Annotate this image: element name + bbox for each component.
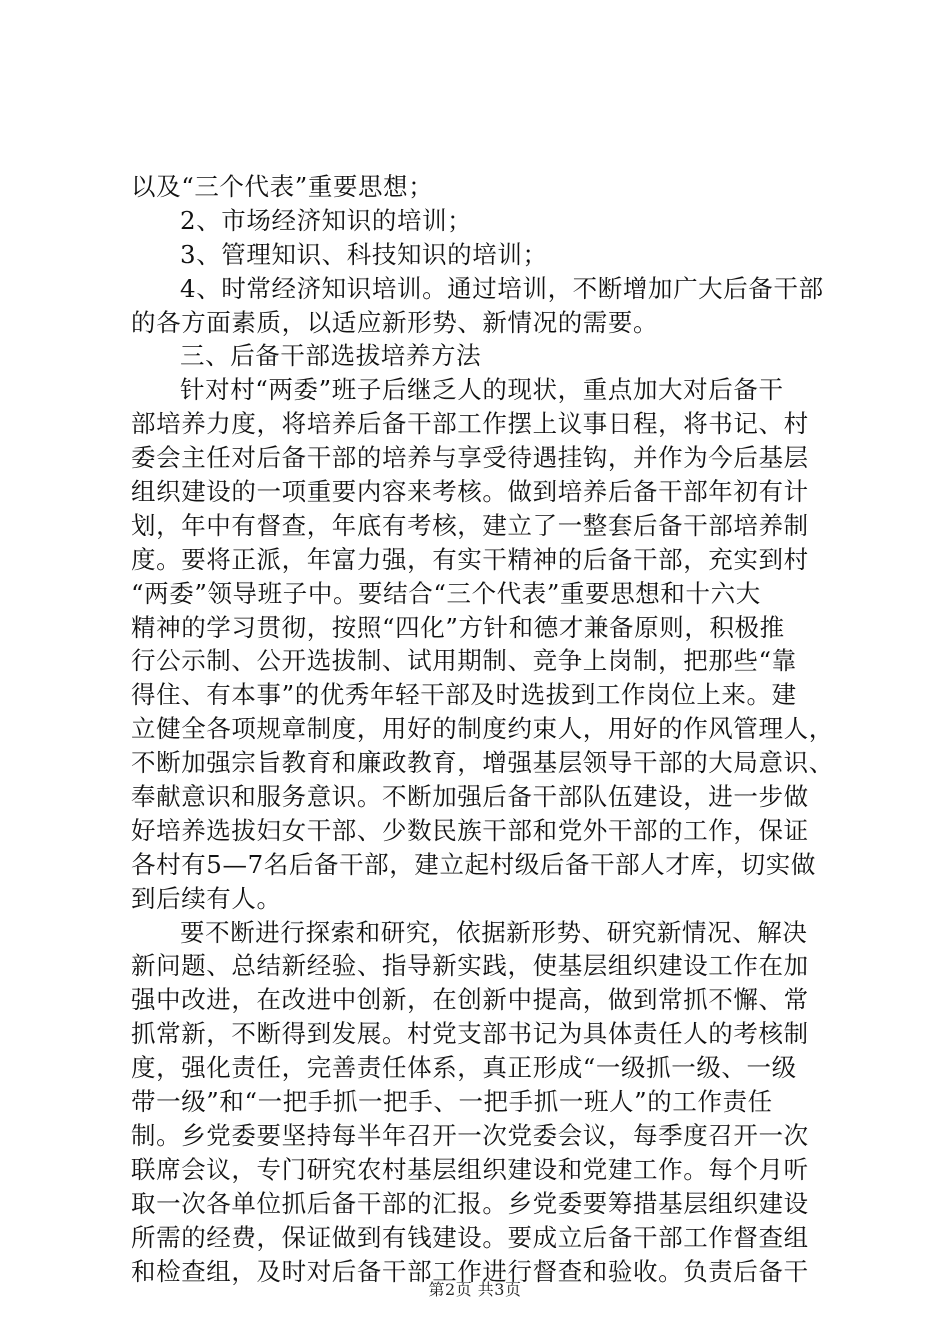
text-line: 所需的经费，保证做到有钱建设。要成立后备干部工作督查组 [131,1222,809,1252]
text-line: 各村有5—7名后备干部，建立起村级后备干部人才库，切实做 [131,849,816,879]
text-line: 到后续有人。 [131,883,282,913]
text-line: 行公示制、公开选拔制、试用期制、竞争上岗制，把那些“靠 [131,646,797,676]
text-line: 立健全各项规章制度，用好的制度约束人，用好的作风管理人， [131,714,834,744]
text-line: 好培养选拔妇女干部、少数民族干部和党外干部的工作，保证 [131,815,809,845]
text-line: 以及“三个代表”重要思想； [131,172,434,201]
text-line: 带一级”和“一把手抓一把手、一把手抓一班人”的工作责任 [131,1087,773,1117]
text-line: 联席会议，专门研究农村基层组织建设和党建工作。每个月听 [131,1154,809,1184]
text-line: 不断加强宗旨教育和廉政教育，增强基层领导干部的大局意识、 [131,748,834,778]
text-line: 度。要将正派，年富力强，有实干精神的后备干部，充实到村 [131,544,809,574]
text-line: 奉献意识和服务意识。不断加强后备干部队伍建设，进一步做 [131,782,809,812]
text-line: 精神的学习贯彻，按照“四化”方针和德才兼备原则，积极推 [131,612,785,642]
text-line: 新问题、总结新经验、指导新实践，使基层组织建设工作在加 [131,951,809,981]
text-line: “两委”领导班子中。要结合“三个代表”重要思想和十六大 [131,578,761,608]
text-line: 部培养力度，将培养后备干部工作摆上议事日程，将书记、村 [131,409,809,439]
text-line: 针对村“两委”班子后继乏人的现状，重点加大对后备干 [180,375,784,405]
text-line: 2、市场经济知识的培训； [180,205,473,235]
text-line: 委会主任对后备干部的培养与享受待遇挂钩，并作为今后基层 [131,443,809,473]
text-line: 要不断进行探索和研究，依据新形势、研究新情况、解决 [180,917,808,947]
text-line: 组织建设的一项重要内容来考核。做到培养后备干部年初有计 [131,477,809,507]
text-line: 强中改进，在改进中创新，在创新中提高，做到常抓不懈、常 [131,985,809,1015]
text-line: 3、管理知识、科技知识的培训； [180,239,548,269]
body-text [131,170,834,1288]
text-line: 抓常新，不断得到发展。村党支部书记为具体责任人的考核制 [131,1019,809,1049]
text-line: 和检查组，及时对后备干部工作进行督查和验收。负责后备干 [131,1256,809,1286]
text-line: 制。乡党委要坚持每半年召开一次党委会议，每季度召开一次 [131,1120,809,1150]
text-line: 划，年中有督查，年底有考核，建立了一整套后备干部培养制 [131,510,809,540]
page-number-footer: 第2页 共3页 [428,1280,522,1299]
section-heading: 三、后备干部选拔培养方法 [180,341,482,371]
text-line: 取一次各单位抓后备干部的汇报。乡党委要筹措基层组织建设 [131,1188,809,1218]
text-line: 度，强化责任，完善责任体系，真正形成“一级抓一级、一级 [131,1053,797,1083]
text-line: 4、时常经济知识培训。通过培训，不断增加广大后备干部 [180,273,824,303]
text-line: 得住、有本事”的优秀年轻干部及时选拔到工作岗位上来。建 [131,680,797,710]
text-line: 的各方面素质，以适应新形势、新情况的需要。 [131,307,659,337]
